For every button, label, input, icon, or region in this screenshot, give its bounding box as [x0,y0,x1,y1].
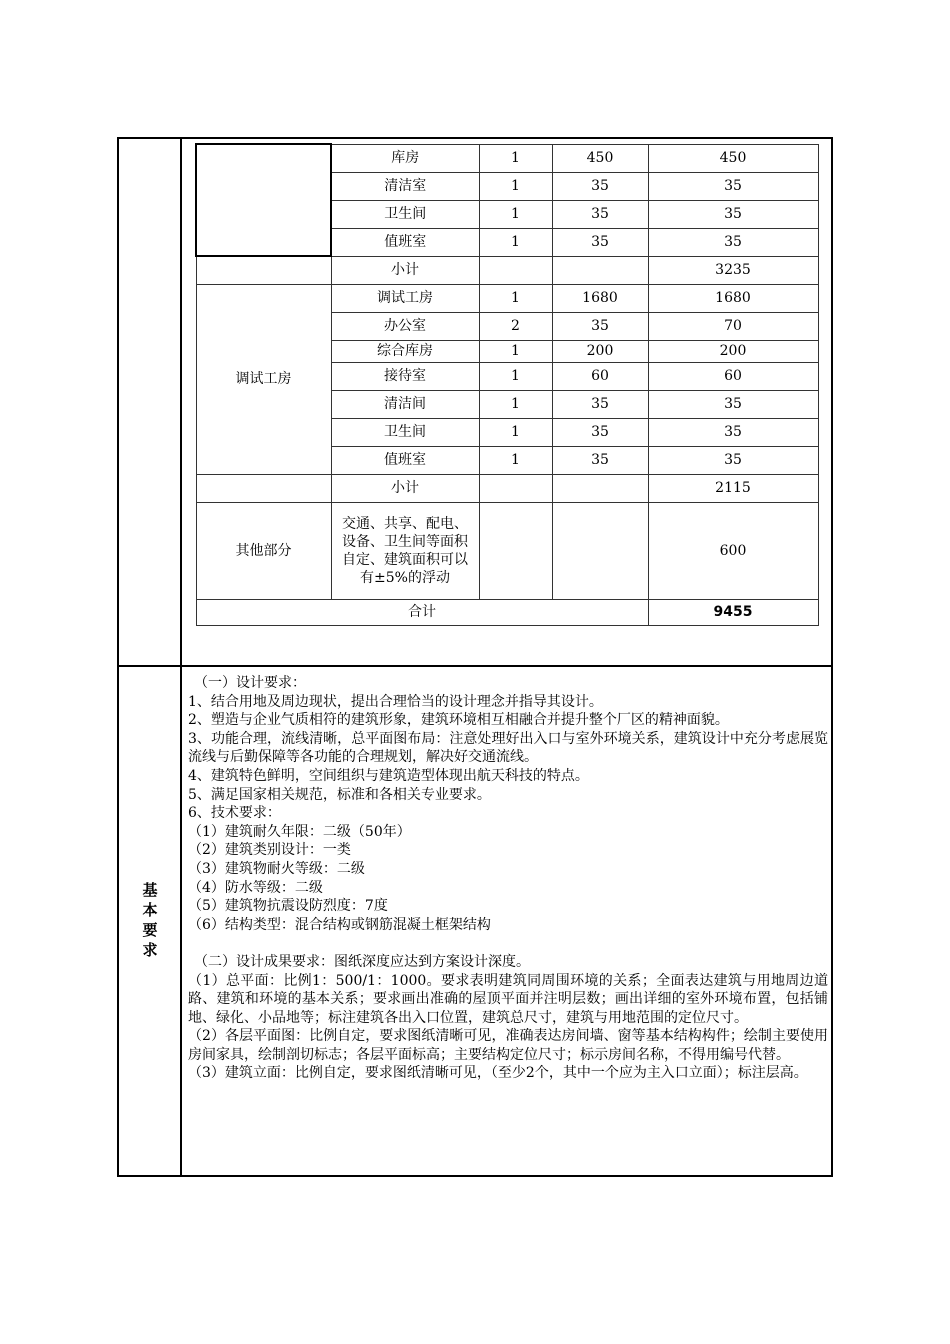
room-name: 办公室 [331,312,479,340]
room-total-area: 60 [648,362,818,390]
room-count: 1 [479,446,552,474]
group-name-cell: 调试工房 [196,284,331,474]
tech-requirement: （3）建筑物耐火等级：二级 [188,860,365,877]
room-total-area: 35 [648,228,818,256]
left-column-divider [180,137,182,1177]
requirement-item: 1、结合用地及周边现状，提出合理恰当的设计理念并指导其设计。 [188,693,603,710]
room-unit-area: 35 [552,390,648,418]
room-count: 1 [479,144,552,172]
empty-cell [479,256,552,284]
room-name: 值班室 [331,228,479,256]
empty-cell [479,474,552,502]
room-total-area: 35 [648,418,818,446]
room-total-area: 200 [648,340,818,362]
empty-cell [196,256,331,284]
room-unit-area: 200 [552,340,648,362]
room-count: 1 [479,200,552,228]
subtotal-value: 2115 [648,474,818,502]
area-table [195,143,819,626]
table-row [196,144,818,172]
room-count: 1 [479,390,552,418]
room-unit-area: 35 [552,172,648,200]
section-label-char: 基 [142,881,158,899]
room-name: 清洁室 [331,172,479,200]
room-name: 调试工房 [331,284,479,312]
tech-requirement: （4）防水等级：二级 [188,879,323,896]
room-unit-area: 35 [552,446,648,474]
room-total-area: 35 [648,446,818,474]
grand-total-value: 9455 [648,599,818,625]
empty-cell [196,474,331,502]
room-total-area: 35 [648,172,818,200]
tech-requirement: （1）建筑耐久年限：二级（50年） [188,823,411,840]
requirement-item: 3、功能合理，流线清晰，总平面图布局：注意处理好出入口与室外环境关系，建筑设计中充分考虑展览流线与后勤保障等各功能的合理规划，解决好交通流线。 [188,730,828,766]
other-name: 其他部分 [196,502,331,599]
room-name: 卫生间 [331,200,479,228]
requirement-item: 2、塑造与企业气质相符的建筑形象，建筑环境相互相融合并提升整个厂区的精神面貌。 [188,712,729,729]
other-description: 交通、共享、配电、设备、卫生间等面积自定、建筑面积可以有±5%的浮动 [331,502,479,599]
room-total-area: 450 [648,144,818,172]
section-label-char: 要 [142,921,158,939]
heading-deliverables: （二）设计成果要求：图纸深度应达到方案设计深度。 [194,953,530,970]
room-count: 1 [479,340,552,362]
blank-line [188,934,828,953]
subtotal-value: 3235 [648,256,818,284]
room-name: 卫生间 [331,418,479,446]
room-unit-area: 60 [552,362,648,390]
tech-requirement: （6）结构类型：混合结构或钢筋混凝土框架结构 [188,916,491,933]
room-unit-area: 35 [552,312,648,340]
requirement-item: 4、建筑特色鲜明，空间组织与建筑造型体现出航天科技的特点。 [188,767,589,784]
requirement-item: 5、满足国家相关规范，标准和各相关专业要求。 [188,786,491,803]
room-unit-area: 35 [552,418,648,446]
other-row [196,502,818,599]
tech-requirement: （5）建筑物抗震设防烈度：7度 [188,898,388,915]
room-total-area: 1680 [648,284,818,312]
room-total-area: 35 [648,390,818,418]
room-count: 1 [479,418,552,446]
room-count: 1 [479,362,552,390]
group-name-cell [196,144,331,256]
tech-requirement: （2）建筑类别设计：一类 [188,842,351,859]
other-total: 600 [648,502,818,599]
room-count: 2 [479,312,552,340]
room-name: 值班室 [331,446,479,474]
empty-cell [552,256,648,284]
room-count: 1 [479,284,552,312]
section-divider [117,665,833,667]
room-unit-area: 450 [552,144,648,172]
grand-total-row [196,599,818,625]
room-unit-area: 1680 [552,284,648,312]
deliverable-item: （2）各层平面图：比例自定，要求图纸清晰可见，准确表达房间墙、窗等基本结构构件；绘制主要使用房间家具，绘制剖切标志；各层平面标高；主要结构定位尺寸；标示房间名称，不得用编号代替。 [188,1028,828,1063]
subtotal-label: 小计 [331,256,479,284]
requirement-item: 6、技术要求： [188,805,281,822]
room-total-area: 35 [648,200,818,228]
deliverable-item: （3）建筑立面：比例自定，要求图纸清晰可见，（至少2个，其中一个应为主入口立面）；标注层高。 [188,1065,808,1082]
section-label-basic-requirements [130,880,170,960]
room-count: 1 [479,228,552,256]
requirements-text [188,674,828,1083]
subtotal-label: 小计 [331,474,479,502]
subtotal-row [196,256,818,284]
grand-total-label: 合计 [196,599,648,625]
room-name: 库房 [331,144,479,172]
room-name: 接待室 [331,362,479,390]
subtotal-row [196,474,818,502]
empty-cell [552,502,648,599]
room-unit-area: 35 [552,200,648,228]
deliverable-item: （1）总平面：比例1：500/1：1000。要求表明建筑同周围环境的关系；全面表达建筑与用地周边道路、建筑和环境的基本关系；要求画出准确的屋顶平面并注明层数；画出详细的室外环境布置，包括铺地、绿化、小品地等；标注建筑各出入口位置，建筑总尺寸，建筑与用地范围的定位尺寸。 [188,972,828,1026]
empty-cell [479,502,552,599]
room-name: 综合库房 [331,340,479,362]
table-row [196,284,818,312]
room-total-area: 70 [648,312,818,340]
room-count: 1 [479,172,552,200]
empty-cell [552,474,648,502]
section-label-char: 本 [142,901,158,919]
room-name: 清洁间 [331,390,479,418]
heading-design-requirements: （一）设计要求： [194,675,306,691]
section-label-char: 求 [142,941,158,959]
room-unit-area: 35 [552,228,648,256]
